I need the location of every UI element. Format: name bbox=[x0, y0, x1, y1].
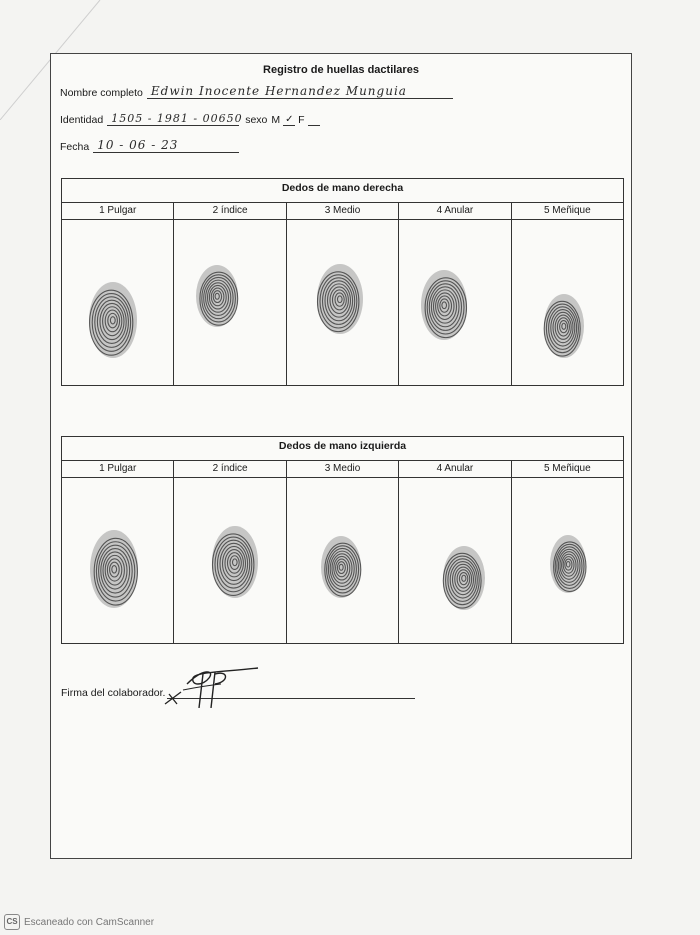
scanner-footer bbox=[4, 914, 154, 930]
right-little-cell bbox=[511, 220, 623, 385]
right-ring-cell bbox=[398, 220, 510, 385]
right-middle-fingerprint bbox=[315, 262, 365, 336]
full-name-label: Nombre completo bbox=[60, 87, 143, 99]
camscanner-logo-icon: CS bbox=[4, 914, 20, 930]
left-index-fingerprint bbox=[210, 524, 260, 600]
right-thumb-fingerprint bbox=[87, 280, 139, 360]
right-ring-fingerprint bbox=[419, 268, 469, 342]
signature-label: Firma del colaborador. bbox=[61, 687, 166, 699]
left-thumb-header: 1 Pulgar bbox=[99, 463, 137, 474]
left-ring-header: 4 Anular bbox=[398, 461, 510, 477]
right-middle-header: 3 Medio bbox=[286, 203, 398, 219]
right-ring-header: 4 Anular bbox=[398, 203, 510, 219]
right-hand-prints bbox=[62, 220, 623, 385]
form-title: Registro de huellas dactilares bbox=[263, 64, 419, 76]
scanner-footer-text: Escaneado con CamScanner bbox=[24, 916, 155, 928]
left-index-cell bbox=[173, 478, 285, 643]
right-index-header: 2 índice bbox=[173, 203, 285, 219]
date-line bbox=[93, 136, 239, 153]
left-middle-cell bbox=[286, 478, 398, 643]
sex-m-label: M bbox=[271, 114, 281, 126]
right-little-fingerprint bbox=[542, 292, 586, 360]
left-thumb-cell bbox=[62, 478, 173, 643]
left-little-cell bbox=[511, 478, 623, 643]
sex-f-line bbox=[308, 113, 320, 126]
full-name-field bbox=[60, 82, 453, 99]
left-hand-headers bbox=[62, 461, 623, 478]
right-middle-cell bbox=[286, 220, 398, 385]
full-name-line bbox=[147, 82, 453, 99]
sex-m-line bbox=[283, 113, 295, 126]
left-middle-fingerprint bbox=[319, 534, 363, 600]
full-name-handwriting: Edwin Inocente Hernandez Munguia bbox=[150, 84, 407, 98]
sex-label: sexo bbox=[245, 114, 268, 126]
signature-line bbox=[167, 686, 415, 699]
identity-line bbox=[107, 109, 243, 126]
left-ring-fingerprint bbox=[441, 544, 487, 612]
left-thumb-fingerprint bbox=[88, 528, 140, 610]
left-hand-prints bbox=[62, 478, 623, 643]
right-index-fingerprint bbox=[194, 263, 240, 329]
date-handwriting: 10 - 06 - 23 bbox=[97, 138, 179, 152]
right-hand-table bbox=[61, 178, 624, 386]
left-hand-table bbox=[61, 436, 624, 644]
right-hand-title: Dedos de mano derecha bbox=[62, 179, 623, 203]
left-middle-header: 3 Medio bbox=[286, 461, 398, 477]
fingerprint-form bbox=[50, 53, 632, 859]
signature-field bbox=[61, 686, 415, 699]
identity-label: Identidad bbox=[60, 114, 104, 126]
identity-field bbox=[60, 109, 323, 126]
right-thumb-header: 1 Pulgar bbox=[99, 205, 137, 216]
left-ring-cell bbox=[398, 478, 510, 643]
identity-handwriting: 1505 - 1981 - 00650 bbox=[111, 112, 243, 125]
right-little-header: 5 Meñique bbox=[511, 203, 623, 219]
left-little-fingerprint bbox=[548, 533, 588, 595]
right-index-cell bbox=[173, 220, 285, 385]
left-little-header: 5 Meñique bbox=[511, 461, 623, 477]
date-label: Fecha bbox=[60, 141, 90, 153]
left-hand-title: Dedos de mano izquierda bbox=[62, 437, 623, 461]
right-thumb-cell bbox=[62, 220, 173, 385]
signature-mark bbox=[163, 664, 273, 708]
sex-m-check: ✓ bbox=[285, 114, 294, 125]
sex-f-label: F bbox=[298, 114, 305, 126]
left-index-header: 2 índice bbox=[173, 461, 285, 477]
right-hand-headers bbox=[62, 203, 623, 220]
date-field bbox=[60, 136, 239, 153]
